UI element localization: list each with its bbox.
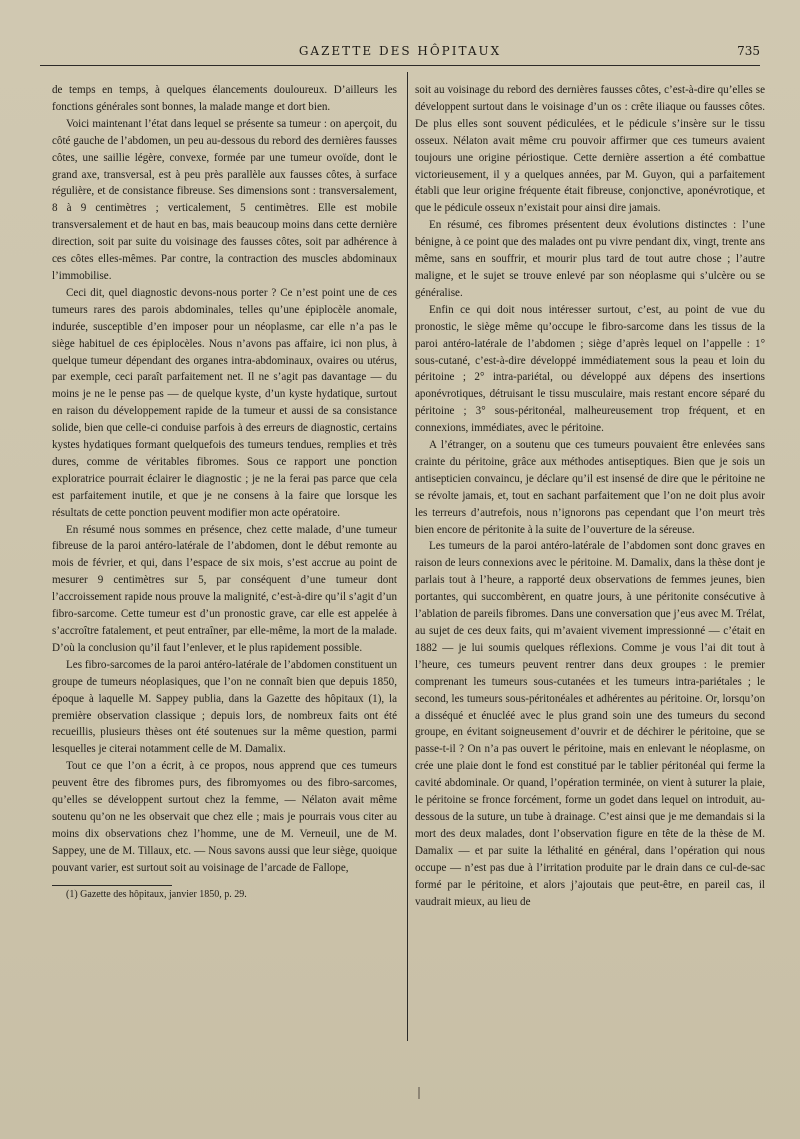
right-paragraph: A l’étranger, on a soutenu que ces tumeurs pouvaient être enlevées sans crainte du péritoine, grâce aux méthodes antiseptiques. Bien que je sois un antisepticien convaincu, je déclare qu’il est insensé de dire que le péritoine ne se révolte jamais, et, tout en sachant parfaitement que l’on ne doit plus avoir les terreurs d’autrefois, nous n’ignorons pas cependant que l’on meurt très bien encore de péritonite à la suite de l’ouverture de la séreuse. (415, 439, 765, 536)
print-mark (418, 1087, 420, 1099)
running-title: GAZETTE DES HÔPITAUX (298, 44, 502, 58)
page-header (40, 44, 760, 70)
right-paragraph: Enfin ce qui doit nous intéresser surtout, c’est, au point de vue du pronostic, le siège même qu’occupe le fibro-sarcome dans les tissus de la paroi antéro-latérale de l’abdomen ; siège d’après lequel on l’appelle : 1° sous-cutané, c’est-à-dire développé immédiatement sous la peau et loin du péritoine ; 2° intra-pariétal, ou développé aux dépens des insertions aponévrotiques, détruisant le tissu musculaire, mais restant encore séparé du péritoine ; 3° sous-péritonéal, malheureusement trop fréquent, et en connexions, immédiates, avec le péritoine. (415, 303, 765, 435)
left-paragraph: En résumé nous sommes en présence, chez cette malade, d’une tumeur fibreuse de la paroi antéro-latérale de l’abdomen, dont le début remonte au mois de février, et qui, dans l’espace de six mois, s’est accrue au point de mesurer 9 centimètres sur 5, par conséquent d’une tumeur dont l’accroissement rapide nous prouve la malignité, c’est-à-dire qu’il s’agit d’un fibro-sarcome. Cette tumeur est d’un pronostic grave, car elle est appelée à s’accroître fatalement, et peut entraîner, par elle-même, la mort de la malade. D’où la conclusion qu’il faut l’enlever, et le plus rapidement possible. (52, 523, 397, 654)
left-paragraph: de temps en temps, à quelques élancements douloureux. D’ailleurs les fonctions générales sont bonnes, la malade mange et dort bien. (52, 84, 397, 113)
column-divider (407, 72, 408, 1041)
right-paragraph: soit au voisinage du rebord des dernières fausses côtes, c’est-à-dire qu’elles se développent surtout dans le voisinage d’un os : crête iliaque ou fausses côtes. De plus elles sont souvent pédiculées, et le pédicule s’insère sur le tissu osseux. Nélaton avait même cru pouvoir affirmer que ces tumeurs avaient toujours une origine périostique. Cette dernière assertion a été combattue victorieusement, il y a quelques années, par M. Guyon, qui a parfaitement établi que leur origine fréquente était fibreuse, conjonctive, aponévrotique, et que le pédicule osseux n’existait pour ainsi dire jamais. (415, 84, 765, 215)
right-paragraph: Les tumeurs de la paroi antéro-latérale de l’abdomen sont donc graves en raison de leurs connexions avec le péritoine. M. Damalix, dans la thèse dont je parlais tout à l’heure, a rapporté deux observations de femmes jeunes, bien portantes, qui succombèrent, en quatre jours, à une péritonite consécutive à l’ablation de pareils fibromes. Dans une conversation que j’eus avec M. Trélat, au sujet de ces deux faits, qui m’avaient vivement impressionné — c’était en 1882 — je lui soumis quelques réflexions. Comme je vous l’ai dit tout à l’heure, ces tumeurs peuvent rentrer dans deux groupes : le premier comprenant les tumeurs sous-cutanées et les tumeurs intra-pariétales ; le second, les tumeurs sous-péritonéales et adhérentes au péritoine. Or, lorsqu’on a disséqué et énucléé avec le plus grand soin une des tumeurs du second groupe, en évitant soigneusement d’ouvrir et de déchirer le péritoine, que se passe-t-il ? On n’a pas ouvert le péritoine, mais en enlevant le néoplasme, on crée une plaie dont le fond est constitué par le tablier péritonéal qui ferme la cavité abdominale. Or quand, l’opération terminée, on vient à suturer la plaie, le péritoine se fronce forcément, forme un godet dans lequel on introduit, au-dessous de la suture, un tube à drainage. C’est ainsi que je me demandais si la mort des deux malades, dont l’observation figure en tête de la thèse de M. Damalix — et par suite la léthalité en général, dans l’opération qui nous occupe — n’est pas due à l’irritation produite par le drain dans ce cul-de-sac formé par le péritoine, et alors j’ajoutais que peut-être, en pareil cas, il vaudrait mieux, au lieu de (415, 540, 765, 908)
footnote-rule (52, 885, 172, 886)
header-rule (40, 65, 760, 66)
left-paragraph: Ceci dit, quel diagnostic devons-nous porter ? Ce n’est point une de ces tumeurs rares des parois abdominales, telles qu’une épiplocèle anomale, indurée, susceptible d’en imposer pour un néoplasme, car elle n’a pas le siège habituel de ces épiplocèles. Nous n’avons pas affaire, ici non plus, à quelque tumeur dépendant des organes intra-abdominaux, ovaires ou utérus, par exemple, ceci paraît parfaitement net. Il ne s’agit pas davantage — du moins je ne le pense pas — de quelque kyste, d’un kyste hydatique, surtout en raison du développement rapide de la tumeur et aussi de sa consistance solide, bien que celle-ci conduise parfois à des erreurs de diagnostic, certains kystes hydatiques formant quelquefois des tumeurs tendues, remplies et très dures, comme de véritables fibromes. Sous ce rapport une ponction exploratrice pourrait éclairer le diagnostic ; je ne la ferai pas parce que cela est parfaitement inutile, et que je ne consens à la faire que lorsque les résultats de cette ponction peuvent modifier mon acte opératoire. (52, 286, 397, 519)
left-paragraph: Les fibro-sarcomes de la paroi antéro-latérale de l’abdomen constituent un groupe de tumeurs néoplasiques, que l’on ne connaît bien que depuis 1850, époque à laquelle M. Sappey publia, dans la Gazette des hôpitaux (1), la première observation classique ; depuis lors, de nombreux faits ont été recueillis, plusieurs thèses ont été soutenues sur la même question, parmi lesquelles je citerai notamment celle de M. Damalix. (52, 658, 397, 756)
left-paragraph: Voici maintenant l’état dans lequel se présente sa tumeur : on aperçoit, du côté gauche de l’abdomen, un peu au-dessous du rebord des dernières fausses côtes, une saillie légère, convexe, formée par une tumeur ovoïde, dont le grand axe, transversal, est à peu près parallèle aux fausses côtes, à surface régulière, et de consistance fibreuse. Ses dimensions sont : transversalement, 8 à 9 centimètres ; verticalement, 5 centimètres. Elle est mobile transversalement et de haut en bas, mais beaucoup moins dans cette dernière direction, soit par suite du voisinage des fausses côtes, soit par adhérence à ces côtes elles-mêmes. Par contre, la contraction des muscles abdominaux l’immobilise. (52, 117, 397, 282)
footnote: (1) Gazette des hôpitaux, janvier 1850, p. 29. (66, 888, 247, 900)
right-column (415, 82, 765, 910)
page-number: 735 (737, 44, 760, 58)
right-paragraph: En résumé, ces fibromes présentent deux évolutions distinctes : l’une bénigne, à ce point que des malades ont pu vivre pendant dix, vingt, trente ans même, sans en souffrir, et mourir plus tard de tout autre chose ; l’autre maligne, et le sujet se trouve enlevé par son néoplasme qui s’ulcère ou se généralise. (415, 219, 765, 299)
left-paragraph: Tout ce que l’on a écrit, à ce propos, nous apprend que ces tumeurs peuvent être des fibromes purs, des fibromyomes ou des fibro-sarcomes, qu’elles se développent surtout chez la femme, — Nélaton avait même soutenu qu’on ne les observait que chez elle ; mais je pourrais vous citer au moins dix observations chez l’homme, une de M. Verneuil, une de M. Sappey, une de M. Tillaux, etc. — Nous savons aussi que leur siège, quoique pouvant varier, est surtout soit au voisinage de l’arcade de Fallope, (52, 760, 397, 874)
left-column (52, 82, 397, 901)
